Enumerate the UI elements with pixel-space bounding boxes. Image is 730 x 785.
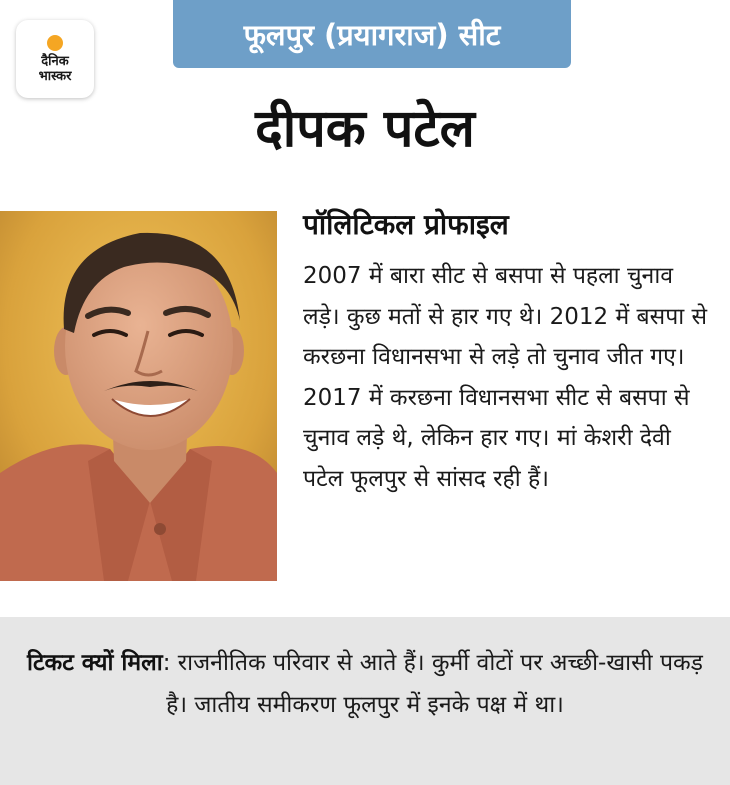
- seat-banner: फूलपुर (प्रयागराज) सीट: [173, 0, 571, 68]
- profile-text: 2007 में बारा सीट से बसपा से पहला चुनाव लड़े। कुछ मतों से हार गए थे। 2012 में बसपा से करछना विधानसभा से लड़े तो चुनाव जीत गए। 2017 में करछना विधानसभा सीट से बसपा से चुनाव लड़े थे, लेकिन हार गए। मां केशरी देवी पटेल फूलपुर से सांसद रही हैं।: [303, 263, 708, 492]
- ticket-reason-label: टिकट क्यों मिला: [27, 650, 163, 676]
- logo-text-line2: भास्कर: [38, 68, 72, 84]
- ticket-reason-text: राजनीतिक परिवार से आते हैं। कुर्मी वोटों पर अच्छी-खासी पकड़ है। जातीय समीकरण फूलपुर में इनके पक्ष में था।: [166, 650, 703, 718]
- ticket-reason-panel: [0, 617, 730, 785]
- dainik-bhaskar-logo: [16, 20, 94, 98]
- candidate-name: दीपक पटेल: [255, 99, 475, 159]
- ticket-reason-separator: :: [162, 650, 178, 676]
- ticket-reason: [20, 642, 710, 726]
- sun-logo-icon: [47, 35, 63, 51]
- candidate-photo: [0, 211, 277, 581]
- logo-text-line1: दैनिक: [41, 53, 69, 69]
- profile-heading: पॉलिटिकल प्रोफाइल: [303, 208, 509, 241]
